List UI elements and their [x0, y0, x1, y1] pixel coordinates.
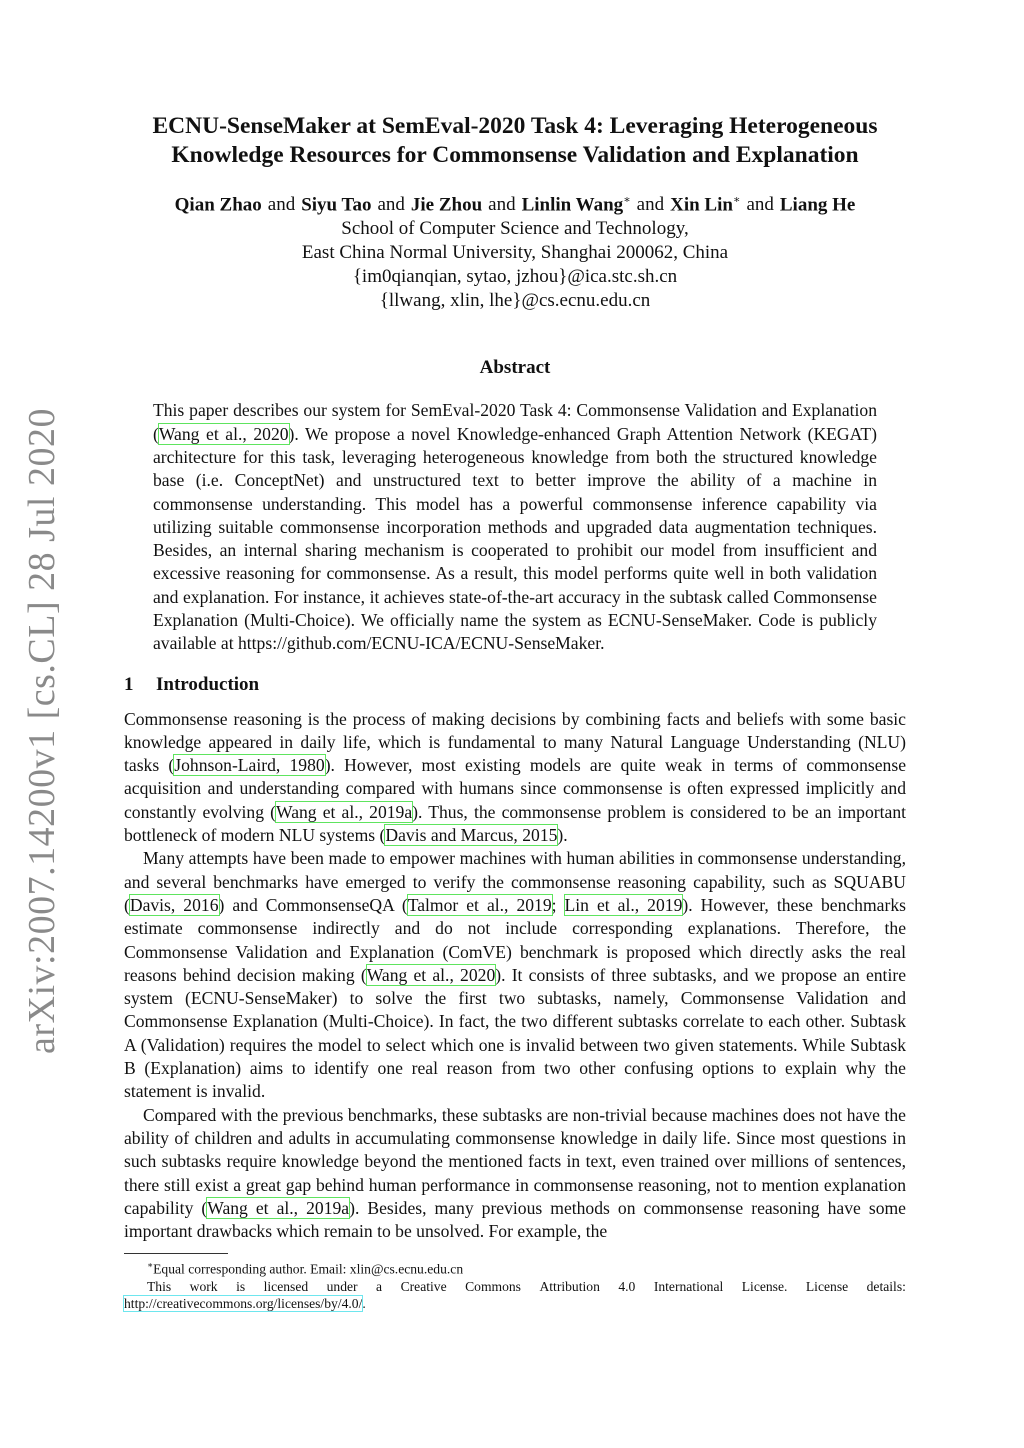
- license-word: 4.0: [618, 1278, 636, 1294]
- license-word: details:: [866, 1278, 906, 1294]
- author-name: Liang He: [779, 194, 856, 216]
- citation-link[interactable]: Wang et al., 2019a: [207, 1197, 350, 1218]
- abstract-text-span: ). We propose a novel Knowledge-enhanced Graph Attention Network (KEGAT) architecture for this task, leveraging heterogeneous knowledge from both the structured knowledge base (i.e. ConceptNet) and unstructured text to better improve the ability of a machine in commonsense understanding. This model has a powerful commonsense inference capability via utilizing suitable commonsense incorporation methods and upgraded data augmentation techniques. Besides, an internal sharing mechanism is cooperated to prohibit our model from insufficient and excessive reasoning for commonsense. As a result, this model performs quite well in both validation and explanation. For instance, it achieves state-of-the-art accuracy in the subtask called Commonsense Explanation (Multi-Choice). We officially name the system as ECNU-SenseMaker. Code is publicly available at https://github.com/ECNU-ICA/ECNU-SenseMaker.: [153, 423, 877, 654]
- affiliation-line: School of Computer Science and Technology,: [341, 218, 689, 240]
- footnote-mark: ∗: [147, 1260, 154, 1271]
- section-title: Introduction: [156, 673, 260, 695]
- author-name: Siyu Tao: [301, 194, 372, 216]
- paragraph-text: Compared with the previous benchmarks, these subtasks are non-trivial because machines does not have the ability of children and adults in accumulating commonsense knowledge in daily life. Since most questions in such subtasks require knowledge beyond the mentioned facts in text, even trained over millions of sentences, there still exist a great gap behind human performance in commonsense reasoning, not to mention explanation capability (: [124, 1104, 906, 1218]
- abstract-text: [153, 399, 877, 655]
- license-word: Commons: [465, 1278, 521, 1294]
- citation-link[interactable]: Lin et al., 2019: [564, 894, 683, 915]
- paragraph-text: ). However, these benchmarks estimate commonsense indirectly and do not include corresponding explanations. Therefore, the Commonsense Validation and Explanation (ComVE) benchmark is proposed which directly asks the real reasons behind decision making (: [124, 894, 906, 985]
- citation-link[interactable]: Wang et al., 2020: [366, 964, 496, 985]
- and-separator: and: [377, 194, 405, 216]
- paragraph-text: ). Thus, the commonsense problem is considered to be an important bottleneck of modern NLU systems (: [124, 801, 907, 846]
- author-name: Xin Lin: [670, 194, 733, 216]
- affiliation-line: East China Normal University, Shanghai 200062, China: [301, 242, 729, 264]
- footnote-equal-corresponding: [124, 1257, 906, 1278]
- license-word: is: [236, 1278, 246, 1294]
- license-word: License.: [741, 1278, 788, 1294]
- paragraph-text: ). It consists of three subtasks, and we propose an entire system (ECNU-SenseMaker) to solve the first two subtasks, namely, Commonsense Validation and Commonsense Explanation (Multi-Choice). In fact, the two different subtasks correlate to each other. Subtask A (Validation) requires the model to select which one is invalid between two given statements. While Subtask B (Explanation) aims to identify one real reason from two other confusing options to explain why the statement is invalid.: [124, 964, 906, 1102]
- license-word: work: [189, 1278, 218, 1294]
- citation-link[interactable]: Johnson-Laird, 1980: [174, 755, 325, 776]
- corresponding-mark: ∗: [623, 194, 631, 206]
- and-separator: and: [746, 194, 774, 216]
- section-heading: [124, 674, 906, 696]
- footnote-text: Equal corresponding author. Email: xlin@cs.ecnu.edu.cn: [153, 1261, 464, 1277]
- paragraph-text: Commonsense reasoning is the process of making decisions by combining facts and beliefs with some basic knowledge appeared in daily life, which is fundamental to many Natural Language Understanding (NLU) tasks (: [124, 708, 906, 776]
- abstract-text-span: This paper describes our system for SemEval-2020 Task 4: Commonsense Validation and Explanation (: [153, 400, 877, 444]
- license-word: License: [805, 1278, 849, 1294]
- corresponding-mark: ∗: [732, 194, 741, 206]
- license-word: This: [147, 1278, 172, 1294]
- footnote: [124, 1257, 906, 1312]
- section-number: 1: [124, 673, 134, 695]
- license-url-link[interactable]: http://creativecommons.org/licenses/by/4.0/: [124, 1295, 363, 1311]
- paragraph-text: ).: [557, 825, 568, 846]
- paper-page: [124, 112, 906, 1312]
- license-line: [124, 1278, 906, 1295]
- license-word: under: [326, 1278, 358, 1294]
- citation-link[interactable]: Davis and Marcus, 2015: [385, 825, 558, 846]
- license-word: Attribution: [539, 1278, 600, 1294]
- license-word: a: [376, 1278, 383, 1294]
- citation-link[interactable]: Wang et al., 2019a: [276, 801, 413, 822]
- license-word: Creative: [400, 1278, 447, 1294]
- and-separator: and: [267, 194, 296, 216]
- paper-title: [124, 112, 906, 170]
- and-separator: and: [636, 194, 665, 216]
- license-url-line: [124, 1295, 906, 1312]
- author-name: Qian Zhao: [174, 194, 262, 216]
- paragraph-text: ) and CommonsenseQA (: [218, 894, 408, 915]
- email-line: {im0qianqian, sytao, jzhou}@ica.stc.sh.cn: [352, 266, 678, 288]
- title-line-1: ECNU-SenseMaker at SemEval-2020 Task 4: Leveraging Heterogeneous: [152, 113, 878, 139]
- license-word: International: [653, 1278, 724, 1294]
- citation-link[interactable]: Wang et al., 2020: [158, 423, 289, 444]
- paragraph-text: Many attempts have been made to empower machines with human abilities in commonsense understanding, and several benchmarks have emerged to verify the commonsense reasoning capability, such as SQUABU (: [124, 848, 906, 915]
- title-line-2: Knowledge Resources for Commonsense Validation and Explanation: [171, 142, 859, 168]
- paragraph-text: ). However, most existing models are quite weak in terms of commonsense acquisition and understanding compared with humans since commonsense is often expressed implicitly and constantly evolving (: [124, 755, 907, 822]
- license-period: .: [362, 1295, 366, 1311]
- intro-paragraph-1: [124, 708, 906, 848]
- citation-link[interactable]: Davis, 2016: [129, 894, 219, 915]
- footnote-rule: [124, 1253, 228, 1254]
- paragraph-text: ;: [551, 894, 565, 915]
- citation-link[interactable]: Talmor et al., 2019: [407, 894, 552, 915]
- email-line: {llwang, xlin, lhe}@cs.ecnu.edu.cn: [379, 290, 651, 312]
- author-name: Linlin Wang: [521, 194, 624, 216]
- intro-paragraph-3: [124, 1104, 906, 1244]
- abstract-heading: Abstract: [479, 357, 551, 379]
- intro-paragraph-2: [124, 847, 906, 1103]
- and-separator: and: [488, 194, 516, 216]
- license-word: licensed: [263, 1278, 309, 1294]
- arxiv-identifier: arXiv:2007.14200v1 [cs.CL] 28 Jul 2020: [21, 408, 63, 1054]
- paragraph-text: ). Besides, many previous methods on commonsense reasoning have some important drawbacks which remain to be unsolved. For example, the: [124, 1197, 906, 1242]
- author-name: Jie Zhou: [410, 194, 483, 216]
- author-list: [124, 188, 906, 217]
